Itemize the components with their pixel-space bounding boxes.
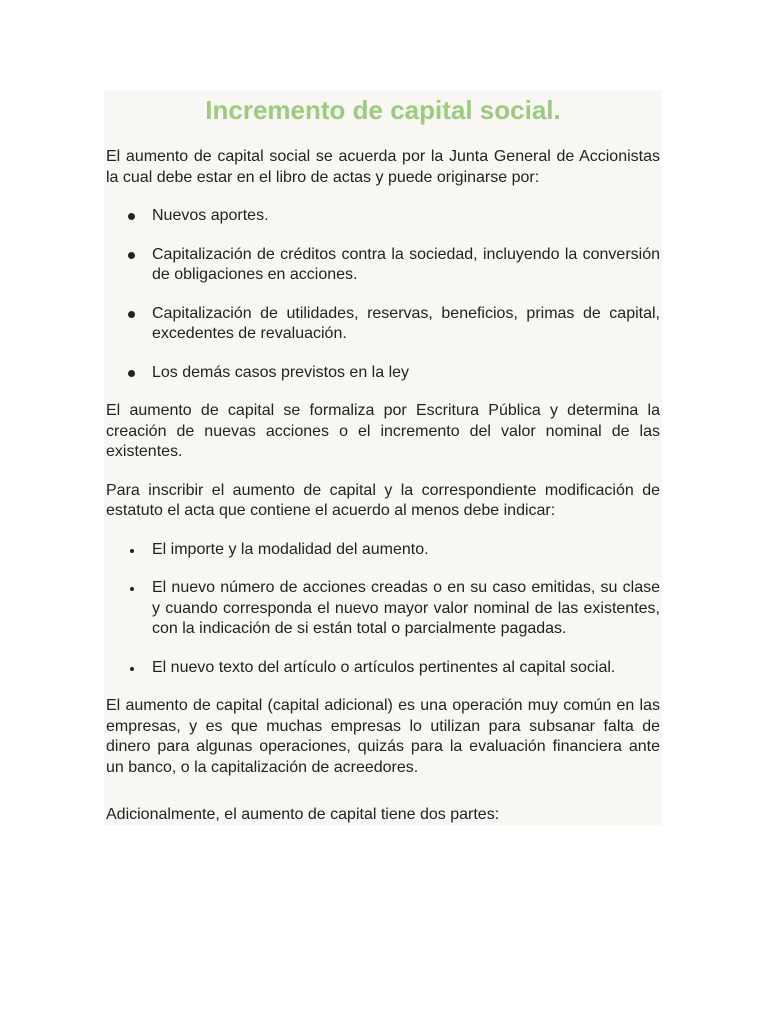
requirements-list	[106, 540, 660, 679]
list-item	[106, 363, 660, 384]
list-item-text: Los demás casos previstos en la ley	[152, 363, 410, 381]
list-item	[106, 578, 660, 640]
small-bullet-icon	[130, 667, 134, 671]
small-bullet-icon	[130, 549, 134, 553]
bullet-icon	[128, 311, 135, 318]
list-item-text: Nuevos aportes.	[152, 207, 269, 224]
list-item-text: Capitalización de créditos contra la sociedad, incluyendo la conversión de obligaciones en acciones.	[152, 245, 660, 283]
document-title: Incremento de capital social.	[205, 95, 561, 125]
additional-capital-paragraph: El aumento de capital (capital adicional) es una operación muy común en las empresas, y es que muchas empresas lo utilizan para subsanar falta de dinero para algunas operaciones, quizás para la evaluación financiera ante un banco, o la capitalización de acreedores.	[106, 697, 660, 776]
bullet-icon	[128, 370, 135, 377]
intro-paragraph: El aumento de capital social se acuerda por la Junta General de Accionistas la cual debe estar en el libro de actas y puede originarse por:	[106, 148, 660, 186]
list-item	[106, 304, 660, 345]
list-item-text: Capitalización de utilidades, reservas, beneficios, primas de capital, excedentes de revaluación.	[152, 304, 660, 342]
list-item-text: El nuevo texto del artículo o artículos pertinentes al capital social.	[152, 658, 616, 676]
small-bullet-icon	[130, 587, 134, 591]
list-item-text: El importe y la modalidad del aumento.	[152, 540, 429, 558]
registration-paragraph: Para inscribir el aumento de capital y la correspondiente modificación de estatuto el acta que contiene el acuerdo al menos debe indicar:	[106, 481, 660, 519]
list-item	[106, 658, 660, 679]
bullet-icon	[128, 213, 135, 220]
document-body	[106, 90, 660, 826]
list-item	[106, 245, 660, 286]
list-item	[106, 540, 660, 561]
list-item-text: El nuevo número de acciones creadas o en su caso emitidas, su clase y cuando corresponda el nuevo mayor valor nominal de las existentes, con la indicación de si están total o parcialmente pagadas.	[152, 579, 660, 637]
formalization-paragraph: El aumento de capital se formaliza por Escritura Pública y determina la creación de nuevas acciones o el incremento del valor nominal de las existentes.	[106, 402, 660, 460]
list-item	[106, 206, 660, 227]
closing-paragraph: Adicionalmente, el aumento de capital tiene dos partes:	[106, 806, 500, 823]
bullet-icon	[128, 252, 135, 259]
origin-list	[106, 206, 660, 383]
